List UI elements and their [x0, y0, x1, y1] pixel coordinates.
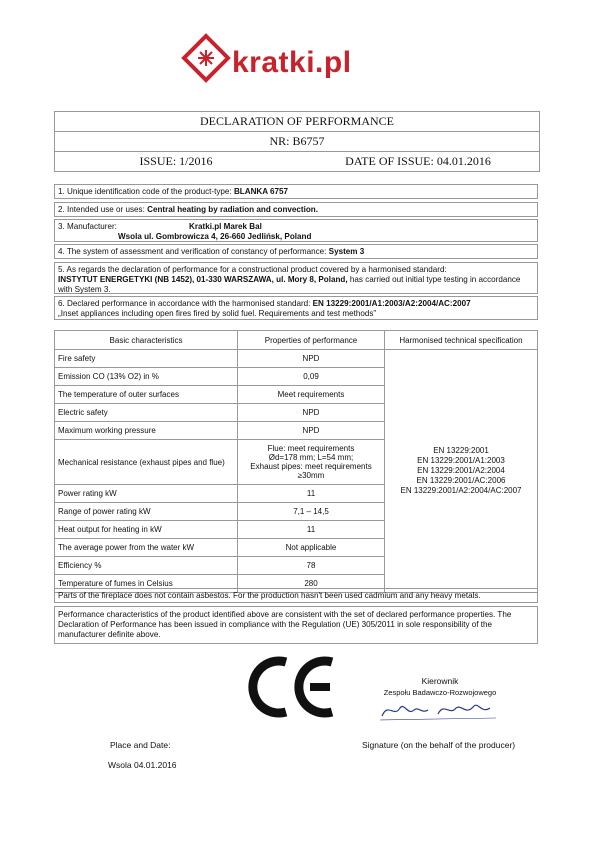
row-value: 280 [238, 575, 385, 593]
row-label: Temperature of fumes in Celsius [55, 575, 238, 593]
row-label: Fire safety [55, 350, 238, 368]
kratki-logo [178, 32, 418, 102]
issue-row [55, 152, 539, 171]
standard-description: „Inset appliances including open fires fired by solid fuel. Requirements and test methods” [58, 309, 377, 318]
mech-line: ≥30mm [297, 471, 325, 480]
section-3-label: 3. Manufacturer: [58, 222, 117, 231]
date-of-issue: DATE OF ISSUE: 04.01.2016 [345, 154, 491, 168]
row-label: The temperature of outer surfaces [55, 386, 238, 404]
row-label: Range of power rating kW [55, 503, 238, 521]
issue: ISSUE: 1/2016 [139, 154, 213, 168]
section-6-label: 6. Declared performance in accordance with the harmonised standard: [58, 299, 313, 308]
manufacturer-name: Kratki.pl Marek Bal [189, 222, 262, 231]
row-value: 7,1 – 14,5 [238, 503, 385, 521]
row-value: Meet requirements [238, 386, 385, 404]
section-2 [54, 202, 538, 217]
row-value: NPD [238, 350, 385, 368]
mech-line: Flue: meet requirements [267, 444, 355, 453]
asbestos-statement: Parts of the fireplace does not contain asbestos. For the production hasn't been used cadmium and any heavy metals. [54, 588, 538, 603]
signatory-department: Zespołu Badawczo-Rozwojowego [383, 688, 497, 697]
place-date-label: Place and Date: [110, 740, 171, 750]
row-value [238, 440, 385, 485]
spec-line: EN 13229:2001/A2:2004/AC:2007 [400, 486, 522, 495]
section-6 [54, 296, 538, 320]
final-statement: Performance characteristics of the product identified above are consistent with the set of declared performance properties. The Declaration of Performance has been issued in compliance with the Regulation (UE) 305/2011 in sole responsibility of the manufacturer definite above. [54, 606, 538, 644]
row-label: Emission CO (13% O2) in % [55, 368, 238, 386]
row-label: Efficiency % [55, 557, 238, 575]
signature-label: Signature (on the behalf of the producer) [362, 740, 516, 750]
row-value: NPD [238, 422, 385, 440]
table-header [55, 331, 538, 350]
row-value: 11 [238, 485, 385, 503]
col-basic-characteristics: Basic characteristics [55, 331, 238, 350]
row-value: 78 [238, 557, 385, 575]
col-properties: Properties of performance [238, 331, 385, 350]
handwritten-signature [378, 698, 498, 722]
section-5 [54, 262, 538, 294]
row-value: 0,09 [238, 368, 385, 386]
section-3 [54, 219, 538, 242]
row-value: 11 [238, 521, 385, 539]
harmonised-standard: EN 13229:2001/A1:2003/A2:2004/AC:2007 [312, 299, 471, 308]
place-date-value: Wsola 04.01.2016 [108, 760, 177, 770]
section-4 [54, 244, 538, 259]
system-value: System 3 [328, 247, 365, 256]
spec-line: EN 13229:2001/A2:2004 [417, 466, 505, 475]
mech-line: Ød=178 mm; L=54 mm; [268, 453, 354, 462]
harmonised-spec-cell [385, 350, 538, 593]
doc-number: NR: B6757 [55, 132, 539, 152]
spec-line: EN 13229:2001/A1:2003 [417, 456, 505, 465]
row-label: Power rating kW [55, 485, 238, 503]
section-5-rest: has carried out initial type testing in accordance with System 3. [58, 275, 521, 294]
section-4-label: 4. The system of assessment and verification of constancy of performance: [58, 247, 329, 256]
spec-line: EN 13229:2001 [433, 446, 489, 455]
logo-text: kratki.pl [232, 46, 352, 79]
performance-table [54, 330, 538, 593]
doc-title: DECLARATION OF PERFORMANCE [55, 112, 539, 132]
table-row [55, 350, 538, 368]
notified-body: INSTYTUT ENERGETYKI (NB 1452), 01-330 WARSZAWA, ul. Mory 8, Poland, [58, 275, 348, 284]
section-5-text: 5. As regards the declaration of performance for a constructional product covered by a harmonised standard: [58, 265, 447, 274]
row-label: The average power from the water kW [55, 539, 238, 557]
spec-line: EN 13229:2001/AC:2006 [416, 476, 506, 485]
section-2-label: 2. Intended use or uses: [58, 205, 148, 214]
product-code: BLANKA 6757 [233, 187, 289, 196]
signatory-title: Kierownik [421, 676, 459, 686]
col-spec: Harmonised technical specification [385, 331, 538, 350]
row-label: Maximum working pressure [55, 422, 238, 440]
row-label: Mechanical resistance (exhaust pipes and flue) [55, 440, 238, 485]
row-value: Not applicable [238, 539, 385, 557]
row-label: Heat output for heating in kW [55, 521, 238, 539]
manufacturer-address: Wsola ul. Gombrowicza 4, 26-660 Jedlińsk, Poland [118, 232, 312, 241]
ce-mark-icon [248, 654, 338, 720]
mech-line: Exhaust pipes: meet requirements [250, 462, 372, 471]
row-label: Electric safety [55, 404, 238, 422]
declaration-header [54, 111, 540, 172]
section-1-label: 1. Unique identification code of the product-type: [58, 187, 234, 196]
row-value: NPD [238, 404, 385, 422]
logo-mark-icon [178, 32, 234, 102]
intended-use: Central heating by radiation and convection. [147, 205, 318, 214]
section-1 [54, 184, 538, 199]
